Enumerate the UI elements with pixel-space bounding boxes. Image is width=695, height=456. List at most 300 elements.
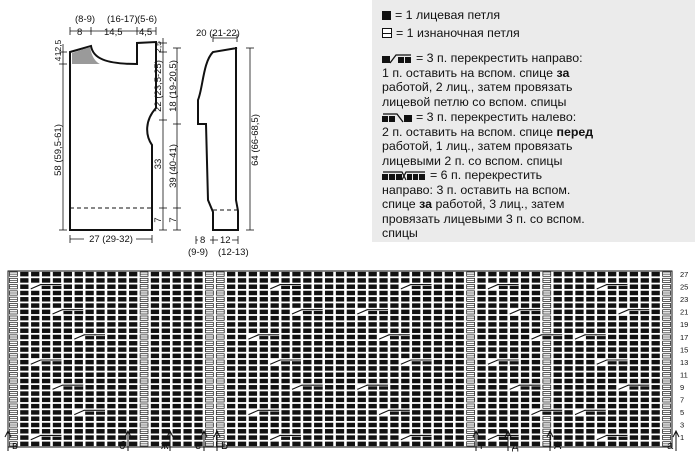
knit-stitch bbox=[118, 322, 126, 326]
knit-stitch bbox=[521, 341, 529, 345]
knit-stitch bbox=[314, 372, 322, 376]
knit-stitch bbox=[129, 404, 137, 408]
knit-stitch bbox=[85, 284, 93, 288]
knit-stitch bbox=[477, 328, 485, 332]
knit-stitch bbox=[575, 442, 583, 446]
knit-stitch bbox=[194, 322, 202, 326]
knit-stitch bbox=[314, 322, 322, 326]
knit-stitch bbox=[477, 316, 485, 320]
knit-stitch bbox=[53, 391, 61, 395]
knit-stitch bbox=[379, 291, 387, 295]
knit-stitch bbox=[347, 316, 355, 320]
knit-stitch bbox=[336, 316, 344, 320]
knit-stitch bbox=[303, 316, 311, 320]
knit-stitch bbox=[401, 291, 409, 295]
knit-stitch bbox=[608, 391, 616, 395]
knit-stitch bbox=[129, 385, 137, 389]
knit-stitch bbox=[434, 347, 442, 351]
knit-stitch bbox=[401, 272, 409, 276]
knit-stitch bbox=[85, 379, 93, 383]
row-number: 3 bbox=[680, 420, 685, 430]
knit-stitch bbox=[303, 372, 311, 376]
knit-stitch bbox=[379, 354, 387, 358]
knit-stitch bbox=[488, 372, 496, 376]
knit-stitch bbox=[434, 284, 442, 288]
knit-stitch bbox=[238, 423, 246, 427]
knit-stitch bbox=[249, 366, 257, 370]
cross-right-3-em: за bbox=[556, 65, 570, 80]
knit-stitch bbox=[325, 435, 333, 439]
knit-stitch bbox=[499, 385, 507, 389]
knit-stitch bbox=[75, 416, 83, 420]
knit-stitch bbox=[586, 442, 594, 446]
knit-stitch bbox=[369, 316, 377, 320]
knit-stitch bbox=[630, 291, 638, 295]
knit-stitch bbox=[183, 398, 191, 402]
knit-stitch bbox=[173, 316, 181, 320]
knit-stitch bbox=[238, 429, 246, 433]
knit-stitch bbox=[183, 404, 191, 408]
knit-stitch bbox=[608, 404, 616, 408]
knit-stitch bbox=[347, 391, 355, 395]
knit-stitch bbox=[619, 303, 627, 307]
knit-stitch bbox=[129, 297, 137, 301]
cable-stitch bbox=[640, 311, 649, 314]
knit-stitch bbox=[423, 372, 431, 376]
row-number: 11 bbox=[680, 370, 688, 380]
knit-stitch bbox=[75, 291, 83, 295]
knit-stitch bbox=[96, 284, 104, 288]
knit-stitch bbox=[477, 391, 485, 395]
knit-stitch bbox=[271, 341, 279, 345]
knit-stitch bbox=[129, 423, 137, 427]
knit-stitch bbox=[434, 442, 442, 446]
knit-stitch bbox=[532, 391, 540, 395]
row-number: 1 bbox=[680, 433, 685, 443]
knit-stitch bbox=[445, 379, 453, 383]
knit-stitch bbox=[53, 291, 61, 295]
knit-stitch bbox=[183, 272, 191, 276]
knit-stitch bbox=[118, 278, 126, 282]
knit-stitch bbox=[564, 347, 572, 351]
knit-stitch bbox=[194, 347, 202, 351]
knit-stitch bbox=[118, 385, 126, 389]
knit-stitch bbox=[173, 410, 181, 414]
knit-stitch bbox=[20, 341, 28, 345]
knit-stitch bbox=[347, 416, 355, 420]
knit-stitch bbox=[151, 360, 159, 364]
knit-stitch bbox=[31, 341, 39, 345]
body-top-mid-sizes: (16-17) bbox=[107, 14, 138, 25]
knit-stitch bbox=[31, 398, 39, 402]
knit-stitch bbox=[53, 328, 61, 332]
knit-stitch bbox=[194, 372, 202, 376]
cable-stitch bbox=[379, 386, 388, 389]
knit-stitch bbox=[488, 423, 496, 427]
knit-stitch bbox=[608, 442, 616, 446]
knit-stitch bbox=[31, 310, 39, 314]
knit-stitch bbox=[238, 354, 246, 358]
knit-stitch bbox=[510, 391, 518, 395]
knit-stitch bbox=[434, 322, 442, 326]
knit-stitch bbox=[499, 429, 507, 433]
knit-stitch bbox=[575, 429, 583, 433]
knit-stitch bbox=[42, 291, 50, 295]
knit-stitch bbox=[488, 322, 496, 326]
cable-stitch bbox=[531, 386, 540, 389]
knit-stitch bbox=[20, 328, 28, 332]
cable-stitch bbox=[281, 437, 290, 440]
knit-stitch bbox=[369, 354, 377, 358]
knit-stitch bbox=[423, 303, 431, 307]
knit-stitch bbox=[510, 416, 518, 420]
knit-stitch bbox=[183, 391, 191, 395]
body-neck-depth: 12,5 bbox=[53, 39, 63, 57]
knit-stitch bbox=[173, 442, 181, 446]
knit-stitch bbox=[608, 272, 616, 276]
knit-stitch bbox=[20, 335, 28, 339]
knit-stitch bbox=[586, 310, 594, 314]
knit-stitch bbox=[564, 391, 572, 395]
knit-stitch bbox=[390, 328, 398, 332]
knit-stitch bbox=[390, 297, 398, 301]
knit-stitch bbox=[118, 354, 126, 358]
knit-stitch bbox=[42, 322, 50, 326]
knit-stitch bbox=[401, 297, 409, 301]
knit-stitch bbox=[20, 303, 28, 307]
knit-stitch bbox=[390, 385, 398, 389]
knit-stitch bbox=[238, 416, 246, 420]
knit-stitch bbox=[151, 442, 159, 446]
cross-right-6-line-5: спицы bbox=[382, 226, 418, 241]
knit-stitch bbox=[151, 278, 159, 282]
knit-stitch bbox=[271, 404, 279, 408]
knit-stitch bbox=[281, 347, 289, 351]
knit-stitch bbox=[652, 442, 660, 446]
body-schematic bbox=[53, 14, 167, 245]
knit-stitch bbox=[173, 322, 181, 326]
knit-stitch bbox=[31, 404, 39, 408]
cable-stitch bbox=[423, 437, 432, 440]
knit-stitch bbox=[194, 423, 202, 427]
legend-cross-right-6 bbox=[382, 168, 687, 241]
knit-stitch bbox=[499, 303, 507, 307]
knit-stitch bbox=[434, 435, 442, 439]
knit-stitch bbox=[183, 341, 191, 345]
knit-stitch bbox=[53, 316, 61, 320]
knit-stitch bbox=[85, 347, 93, 351]
knit-stitch bbox=[412, 272, 420, 276]
knit-stitch bbox=[64, 404, 72, 408]
knit-stitch bbox=[423, 278, 431, 282]
knit-stitch bbox=[325, 310, 333, 314]
knit-stitch bbox=[390, 442, 398, 446]
knit-stitch bbox=[532, 416, 540, 420]
cable-stitch bbox=[281, 361, 290, 364]
knit-stitch bbox=[488, 347, 496, 351]
body-total-height: 58 (59,5-61) bbox=[53, 124, 64, 176]
knit-stitch bbox=[85, 297, 93, 301]
knit-stitch bbox=[336, 278, 344, 282]
knit-stitch bbox=[586, 354, 594, 358]
knit-stitch bbox=[434, 272, 442, 276]
knit-stitch bbox=[292, 322, 300, 326]
knit-stitch bbox=[630, 360, 638, 364]
knit-stitch bbox=[173, 303, 181, 307]
knit-stitch bbox=[194, 310, 202, 314]
knit-stitch bbox=[96, 379, 104, 383]
knit-stitch bbox=[641, 410, 649, 414]
knit-stitch bbox=[183, 310, 191, 314]
knit-stitch bbox=[358, 442, 366, 446]
knit-stitch bbox=[64, 278, 72, 282]
knit-stitch bbox=[532, 297, 540, 301]
knit-stitch bbox=[445, 328, 453, 332]
knit-stitch bbox=[456, 284, 464, 288]
knit-stitch bbox=[554, 347, 562, 351]
knit-stitch bbox=[434, 410, 442, 414]
knit-stitch bbox=[194, 360, 202, 364]
knit-stitch bbox=[412, 278, 420, 282]
knit-stitch bbox=[564, 341, 572, 345]
knit-stitch bbox=[488, 328, 496, 332]
knit-stitch bbox=[608, 341, 616, 345]
knit-stitch bbox=[183, 347, 191, 351]
knit-stitch bbox=[227, 341, 235, 345]
cross-right-6-line-1: = 6 п. перекрестить bbox=[430, 168, 543, 182]
knit-stitch bbox=[42, 297, 50, 301]
knit-stitch bbox=[597, 404, 605, 408]
cable-stitch bbox=[53, 286, 62, 289]
knit-stitch bbox=[31, 354, 39, 358]
knit-stitch bbox=[162, 322, 170, 326]
knit-stitch bbox=[412, 429, 420, 433]
knit-stitch bbox=[575, 404, 583, 408]
knit-stitch bbox=[532, 284, 540, 288]
knit-stitch bbox=[183, 316, 191, 320]
row-number: 23 bbox=[680, 295, 689, 305]
knit-stitch bbox=[314, 442, 322, 446]
knit-stitch bbox=[31, 272, 39, 276]
knit-stitch bbox=[249, 310, 257, 314]
knit-stitch bbox=[64, 303, 72, 307]
knit-stitch bbox=[96, 429, 104, 433]
knit-stitch bbox=[325, 316, 333, 320]
knit-stitch bbox=[412, 328, 420, 332]
knit-stitch bbox=[390, 372, 398, 376]
knit-stitch bbox=[107, 297, 115, 301]
knit-stitch bbox=[412, 297, 420, 301]
knit-stitch bbox=[336, 423, 344, 427]
knit-stitch bbox=[183, 278, 191, 282]
knit-stitch bbox=[129, 310, 137, 314]
knit-stitch bbox=[281, 291, 289, 295]
knit-stitch bbox=[423, 316, 431, 320]
knit-stitch bbox=[173, 404, 181, 408]
knit-stitch bbox=[586, 366, 594, 370]
knit-stitch bbox=[173, 328, 181, 332]
knit-stitch bbox=[303, 322, 311, 326]
knit-stitch bbox=[107, 360, 115, 364]
knit-stitch bbox=[53, 303, 61, 307]
knit-stitch bbox=[401, 322, 409, 326]
knit-stitch bbox=[488, 379, 496, 383]
knit-stitch bbox=[260, 404, 268, 408]
knit-stitch bbox=[586, 398, 594, 402]
knit-stitch bbox=[260, 272, 268, 276]
knit-stitch bbox=[42, 303, 50, 307]
knit-stitch bbox=[249, 391, 257, 395]
knit-stitch bbox=[608, 347, 616, 351]
knit-stitch bbox=[96, 423, 104, 427]
knit-stitch bbox=[554, 366, 562, 370]
cross-right-3-line-2: 1 п. оставить на вспом. спице bbox=[382, 65, 557, 80]
knit-stitch bbox=[260, 379, 268, 383]
knit-stitch bbox=[445, 284, 453, 288]
knit-stitch bbox=[238, 442, 246, 446]
cross-left-3-line-2: 2 п. оставить на вспом. спице bbox=[382, 124, 557, 139]
knit-stitch bbox=[271, 379, 279, 383]
knit-stitch bbox=[271, 366, 279, 370]
knit-stitch bbox=[194, 278, 202, 282]
knit-stitch bbox=[532, 303, 540, 307]
knit-stitch bbox=[42, 372, 50, 376]
knit-stitch bbox=[369, 284, 377, 288]
knit-stitch bbox=[85, 328, 93, 332]
knit-stitch bbox=[151, 303, 159, 307]
knit-stitch bbox=[20, 354, 28, 358]
knit-stitch bbox=[554, 316, 562, 320]
knit-stitch bbox=[586, 341, 594, 345]
knit-stitch bbox=[194, 429, 202, 433]
knit-stitch bbox=[162, 278, 170, 282]
knit-stitch bbox=[521, 416, 529, 420]
cable-stitch bbox=[401, 411, 410, 414]
knit-stitch bbox=[456, 423, 464, 427]
knit-stitch bbox=[445, 303, 453, 307]
knit-stitch bbox=[630, 404, 638, 408]
knit-stitch bbox=[151, 372, 159, 376]
knit-stitch bbox=[336, 429, 344, 433]
knit-stitch bbox=[564, 429, 572, 433]
cable-stitch bbox=[259, 336, 268, 339]
knit-stitch bbox=[20, 391, 28, 395]
knit-stitch bbox=[151, 335, 159, 339]
knit-stitch bbox=[390, 341, 398, 345]
knit-stitch bbox=[488, 335, 496, 339]
cable-stitch bbox=[412, 361, 421, 364]
knit-stitch bbox=[521, 442, 529, 446]
knit-stitch bbox=[85, 372, 93, 376]
sleeve-bottom-left-sizes: (9-9) bbox=[188, 247, 209, 258]
knit-stitch bbox=[369, 372, 377, 376]
knit-stitch bbox=[358, 341, 366, 345]
knit-stitch bbox=[42, 366, 50, 370]
knit-stitch bbox=[292, 303, 300, 307]
knit-stitch bbox=[129, 429, 137, 433]
knit-stitch bbox=[586, 423, 594, 427]
knit-stitch bbox=[151, 366, 159, 370]
knit-stitch bbox=[445, 385, 453, 389]
knit-stitch bbox=[118, 341, 126, 345]
knit-stitch bbox=[412, 347, 420, 351]
knit-stitch bbox=[390, 272, 398, 276]
cable-stitch bbox=[96, 336, 105, 339]
knit-stitch bbox=[238, 328, 246, 332]
knit-stitch bbox=[488, 398, 496, 402]
column-marker-label: е bbox=[195, 440, 202, 452]
body-outline bbox=[70, 42, 156, 230]
knit-stitch bbox=[347, 303, 355, 307]
knit-stitch bbox=[75, 423, 83, 427]
knit-stitch bbox=[162, 416, 170, 420]
knit-stitch bbox=[129, 335, 137, 339]
knit-stitch bbox=[31, 322, 39, 326]
knit-stitch bbox=[85, 435, 93, 439]
knit-stitch bbox=[390, 429, 398, 433]
knit-stitch bbox=[554, 284, 562, 288]
knit-stitch bbox=[586, 278, 594, 282]
knit-stitch bbox=[227, 416, 235, 420]
knit-stitch bbox=[401, 341, 409, 345]
knit-stitch bbox=[456, 442, 464, 446]
knit-stitch bbox=[227, 410, 235, 414]
knit-stitch bbox=[96, 328, 104, 332]
knit-stitch bbox=[412, 442, 420, 446]
knit-stitch bbox=[42, 379, 50, 383]
knit-stitch bbox=[575, 435, 583, 439]
knit-stitch bbox=[64, 341, 72, 345]
knit-stitch bbox=[162, 335, 170, 339]
knit-stitch bbox=[53, 335, 61, 339]
knit-stitch bbox=[369, 379, 377, 383]
knit-stitch bbox=[521, 284, 529, 288]
knit-stitch bbox=[608, 429, 616, 433]
knit-stitch bbox=[85, 404, 93, 408]
knit-stitch bbox=[107, 335, 115, 339]
knit-stitch bbox=[456, 404, 464, 408]
knit-stitch bbox=[445, 372, 453, 376]
knit-stitch bbox=[303, 278, 311, 282]
knit-stitch bbox=[510, 366, 518, 370]
knit-stitch bbox=[303, 366, 311, 370]
knit-stitch bbox=[260, 328, 268, 332]
knit-stitch bbox=[303, 297, 311, 301]
knit-stitch bbox=[260, 435, 268, 439]
knit-stitch bbox=[488, 404, 496, 408]
knit-stitch bbox=[96, 341, 104, 345]
knit-stitch bbox=[641, 278, 649, 282]
knit-stitch bbox=[630, 442, 638, 446]
knit-stitch bbox=[107, 410, 115, 414]
knit-stitch bbox=[249, 398, 257, 402]
knit-stitch bbox=[575, 398, 583, 402]
knit-stitch bbox=[85, 316, 93, 320]
knit-stitch bbox=[401, 347, 409, 351]
body-lower-right: 33 bbox=[153, 158, 164, 170]
knit-stitch bbox=[401, 404, 409, 408]
knit-stitch bbox=[532, 366, 540, 370]
knit-stitch bbox=[271, 347, 279, 351]
knit-stitch bbox=[445, 297, 453, 301]
knit-stitch bbox=[96, 278, 104, 282]
knit-stitch bbox=[194, 328, 202, 332]
knit-stitch bbox=[96, 442, 104, 446]
knit-stitch bbox=[499, 316, 507, 320]
knit-stitch bbox=[390, 310, 398, 314]
knit-stitch bbox=[151, 429, 159, 433]
knit-stitch bbox=[281, 335, 289, 339]
